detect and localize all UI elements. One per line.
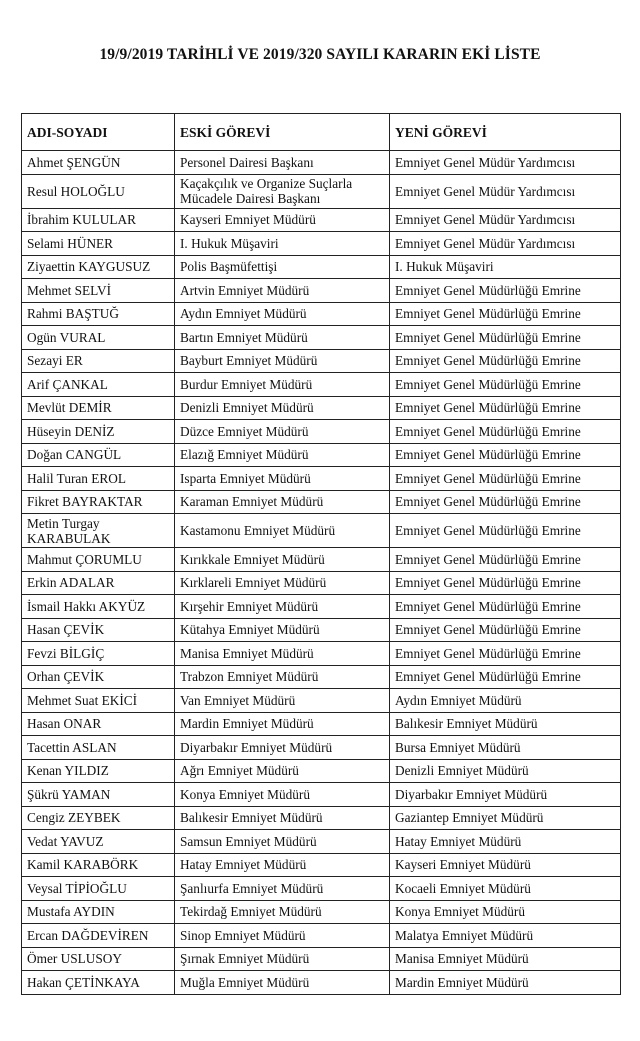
cell-old-post: Hatay Emniyet Müdürü — [175, 853, 390, 877]
cell-old-post: Manisa Emniyet Müdürü — [175, 642, 390, 666]
cell-new-post: Emniyet Genel Müdürlüğü Emrine — [390, 396, 621, 420]
table-row — [22, 396, 621, 420]
column-header-name: ADI-SOYADI — [22, 114, 175, 151]
table-row — [22, 326, 621, 350]
table-body — [22, 151, 621, 995]
cell-name: Mehmet Suat EKİCİ — [22, 689, 175, 713]
appointment-table — [21, 113, 621, 995]
cell-new-post: Emniyet Genel Müdürlüğü Emrine — [390, 514, 621, 548]
table-row — [22, 151, 621, 175]
cell-old-post: Kırıkkale Emniyet Müdürü — [175, 548, 390, 572]
table-row — [22, 924, 621, 948]
table-row — [22, 947, 621, 971]
cell-new-post: Emniyet Genel Müdürlüğü Emrine — [390, 420, 621, 444]
cell-name: Kenan YILDIZ — [22, 759, 175, 783]
cell-name: Hüseyin DENİZ — [22, 420, 175, 444]
cell-new-post: Emniyet Genel Müdürlüğü Emrine — [390, 279, 621, 303]
cell-new-post: I. Hukuk Müşaviri — [390, 255, 621, 279]
cell-name: Arif ÇANKAL — [22, 373, 175, 397]
cell-new-post: Konya Emniyet Müdürü — [390, 900, 621, 924]
cell-old-post: Trabzon Emniyet Müdürü — [175, 665, 390, 689]
table-row — [22, 736, 621, 760]
cell-new-post: Denizli Emniyet Müdürü — [390, 759, 621, 783]
cell-new-post: Emniyet Genel Müdürlüğü Emrine — [390, 571, 621, 595]
cell-name: Mustafa AYDIN — [22, 900, 175, 924]
cell-name: Doğan CANGÜL — [22, 443, 175, 467]
table-row — [22, 349, 621, 373]
cell-new-post: Gaziantep Emniyet Müdürü — [390, 806, 621, 830]
cell-new-post: Emniyet Genel Müdürlüğü Emrine — [390, 373, 621, 397]
cell-new-post: Emniyet Genel Müdürlüğü Emrine — [390, 467, 621, 491]
cell-new-post: Emniyet Genel Müdürlüğü Emrine — [390, 302, 621, 326]
table-row — [22, 806, 621, 830]
table-row — [22, 232, 621, 256]
cell-name: Cengiz ZEYBEK — [22, 806, 175, 830]
cell-old-post: Kaçakçılık ve Organize Suçlarla Mücadele Dairesi Başkanı — [175, 174, 390, 208]
cell-old-post: Sinop Emniyet Müdürü — [175, 924, 390, 948]
cell-name: İbrahim KULULAR — [22, 208, 175, 232]
cell-new-post: Balıkesir Emniyet Müdürü — [390, 712, 621, 736]
cell-old-post: Polis Başmüfettişi — [175, 255, 390, 279]
cell-new-post: Emniyet Genel Müdürlüğü Emrine — [390, 443, 621, 467]
cell-old-post: Kütahya Emniyet Müdürü — [175, 618, 390, 642]
cell-old-post: Tekirdağ Emniyet Müdürü — [175, 900, 390, 924]
cell-new-post: Emniyet Genel Müdürlüğü Emrine — [390, 349, 621, 373]
cell-old-post: Van Emniyet Müdürü — [175, 689, 390, 713]
cell-old-post: Kırklareli Emniyet Müdürü — [175, 571, 390, 595]
table-row — [22, 373, 621, 397]
table-row — [22, 467, 621, 491]
cell-old-post: Bayburt Emniyet Müdürü — [175, 349, 390, 373]
cell-old-post: Düzce Emniyet Müdürü — [175, 420, 390, 444]
table-row — [22, 174, 621, 208]
cell-old-post: Balıkesir Emniyet Müdürü — [175, 806, 390, 830]
cell-new-post: Emniyet Genel Müdür Yardımcısı — [390, 232, 621, 256]
cell-new-post: Emniyet Genel Müdürlüğü Emrine — [390, 490, 621, 514]
cell-new-post: Emniyet Genel Müdür Yardımcısı — [390, 151, 621, 175]
table-row — [22, 877, 621, 901]
table-row — [22, 420, 621, 444]
cell-old-post: Denizli Emniyet Müdürü — [175, 396, 390, 420]
cell-name: Orhan ÇEVİK — [22, 665, 175, 689]
table-row — [22, 208, 621, 232]
cell-name: Ziyaettin KAYGUSUZ — [22, 255, 175, 279]
table-row — [22, 900, 621, 924]
cell-name: Mevlüt DEMİR — [22, 396, 175, 420]
cell-old-post: Bartın Emniyet Müdürü — [175, 326, 390, 350]
cell-new-post: Kayseri Emniyet Müdürü — [390, 853, 621, 877]
cell-new-post: Emniyet Genel Müdürlüğü Emrine — [390, 595, 621, 619]
cell-old-post: Şanlıurfa Emniyet Müdürü — [175, 877, 390, 901]
cell-old-post: Mardin Emniyet Müdürü — [175, 712, 390, 736]
cell-name: Ahmet ŞENGÜN — [22, 151, 175, 175]
cell-old-post: Aydın Emniyet Müdürü — [175, 302, 390, 326]
cell-old-post: Konya Emniyet Müdürü — [175, 783, 390, 807]
cell-name: Resul HOLOĞLU — [22, 174, 175, 208]
cell-new-post: Emniyet Genel Müdürlüğü Emrine — [390, 642, 621, 666]
cell-name: Şükrü YAMAN — [22, 783, 175, 807]
cell-name: İsmail Hakkı AKYÜZ — [22, 595, 175, 619]
cell-name: Mehmet SELVİ — [22, 279, 175, 303]
cell-name: Tacettin ASLAN — [22, 736, 175, 760]
table-header-row — [22, 114, 621, 151]
table-row — [22, 853, 621, 877]
table-row — [22, 971, 621, 995]
cell-new-post: Diyarbakır Emniyet Müdürü — [390, 783, 621, 807]
cell-old-post: Isparta Emniyet Müdürü — [175, 467, 390, 491]
cell-new-post: Emniyet Genel Müdürlüğü Emrine — [390, 326, 621, 350]
cell-old-post: Personel Dairesi Başkanı — [175, 151, 390, 175]
cell-name: Halil Turan EROL — [22, 467, 175, 491]
cell-new-post: Emniyet Genel Müdür Yardımcısı — [390, 208, 621, 232]
cell-name: Mahmut ÇORUMLU — [22, 548, 175, 572]
cell-name: Veysal TİPİOĞLU — [22, 877, 175, 901]
cell-name: Erkin ADALAR — [22, 571, 175, 595]
table-row — [22, 618, 621, 642]
cell-old-post: Kırşehir Emniyet Müdürü — [175, 595, 390, 619]
cell-old-post: Diyarbakır Emniyet Müdürü — [175, 736, 390, 760]
cell-old-post: Burdur Emniyet Müdürü — [175, 373, 390, 397]
cell-name: Ömer USLUSOY — [22, 947, 175, 971]
cell-new-post: Emniyet Genel Müdürlüğü Emrine — [390, 548, 621, 572]
cell-name: Kamil KARABÖRK — [22, 853, 175, 877]
column-header-new-post: YENİ GÖREVİ — [390, 114, 621, 151]
table-row — [22, 571, 621, 595]
cell-new-post: Malatya Emniyet Müdürü — [390, 924, 621, 948]
table-row — [22, 689, 621, 713]
cell-old-post: Ağrı Emniyet Müdürü — [175, 759, 390, 783]
table-row — [22, 548, 621, 572]
cell-name: Rahmi BAŞTUĞ — [22, 302, 175, 326]
cell-new-post: Emniyet Genel Müdürlüğü Emrine — [390, 618, 621, 642]
table-row — [22, 255, 621, 279]
cell-old-post: Kayseri Emniyet Müdürü — [175, 208, 390, 232]
cell-name: Hasan ONAR — [22, 712, 175, 736]
table-row — [22, 302, 621, 326]
cell-old-post: Artvin Emniyet Müdürü — [175, 279, 390, 303]
table-row — [22, 595, 621, 619]
table-row — [22, 279, 621, 303]
table-row — [22, 783, 621, 807]
cell-new-post: Manisa Emniyet Müdürü — [390, 947, 621, 971]
cell-name: Sezayi ER — [22, 349, 175, 373]
cell-old-post: Karaman Emniyet Müdürü — [175, 490, 390, 514]
cell-new-post: Emniyet Genel Müdür Yardımcısı — [390, 174, 621, 208]
cell-name: Hakan ÇETİNKAYA — [22, 971, 175, 995]
cell-old-post: Samsun Emniyet Müdürü — [175, 830, 390, 854]
cell-new-post: Mardin Emniyet Müdürü — [390, 971, 621, 995]
cell-name: Hasan ÇEVİK — [22, 618, 175, 642]
table-row — [22, 759, 621, 783]
table-row — [22, 712, 621, 736]
cell-new-post: Kocaeli Emniyet Müdürü — [390, 877, 621, 901]
cell-name: Vedat YAVUZ — [22, 830, 175, 854]
table-row — [22, 830, 621, 854]
cell-old-post: Muğla Emniyet Müdürü — [175, 971, 390, 995]
table-row — [22, 665, 621, 689]
cell-name: Fevzi BİLGİÇ — [22, 642, 175, 666]
cell-new-post: Aydın Emniyet Müdürü — [390, 689, 621, 713]
table-row — [22, 490, 621, 514]
cell-name: Ogün VURAL — [22, 326, 175, 350]
cell-old-post: Şırnak Emniyet Müdürü — [175, 947, 390, 971]
column-header-old-post: ESKİ GÖREVİ — [175, 114, 390, 151]
cell-name: Metin Turgay KARABULAK — [22, 514, 175, 548]
cell-new-post: Bursa Emniyet Müdürü — [390, 736, 621, 760]
cell-name: Selami HÜNER — [22, 232, 175, 256]
cell-new-post: Emniyet Genel Müdürlüğü Emrine — [390, 665, 621, 689]
cell-new-post: Hatay Emniyet Müdürü — [390, 830, 621, 854]
cell-name: Fikret BAYRAKTAR — [22, 490, 175, 514]
table-row — [22, 514, 621, 548]
cell-old-post: Elazığ Emniyet Müdürü — [175, 443, 390, 467]
cell-old-post: I. Hukuk Müşaviri — [175, 232, 390, 256]
cell-old-post: Kastamonu Emniyet Müdürü — [175, 514, 390, 548]
table-row — [22, 642, 621, 666]
cell-name: Ercan DAĞDEVİREN — [22, 924, 175, 948]
page-title: 19/9/2019 TARİHLİ VE 2019/320 SAYILI KARARIN EKİ LİSTE — [99, 46, 541, 63]
table-row — [22, 443, 621, 467]
